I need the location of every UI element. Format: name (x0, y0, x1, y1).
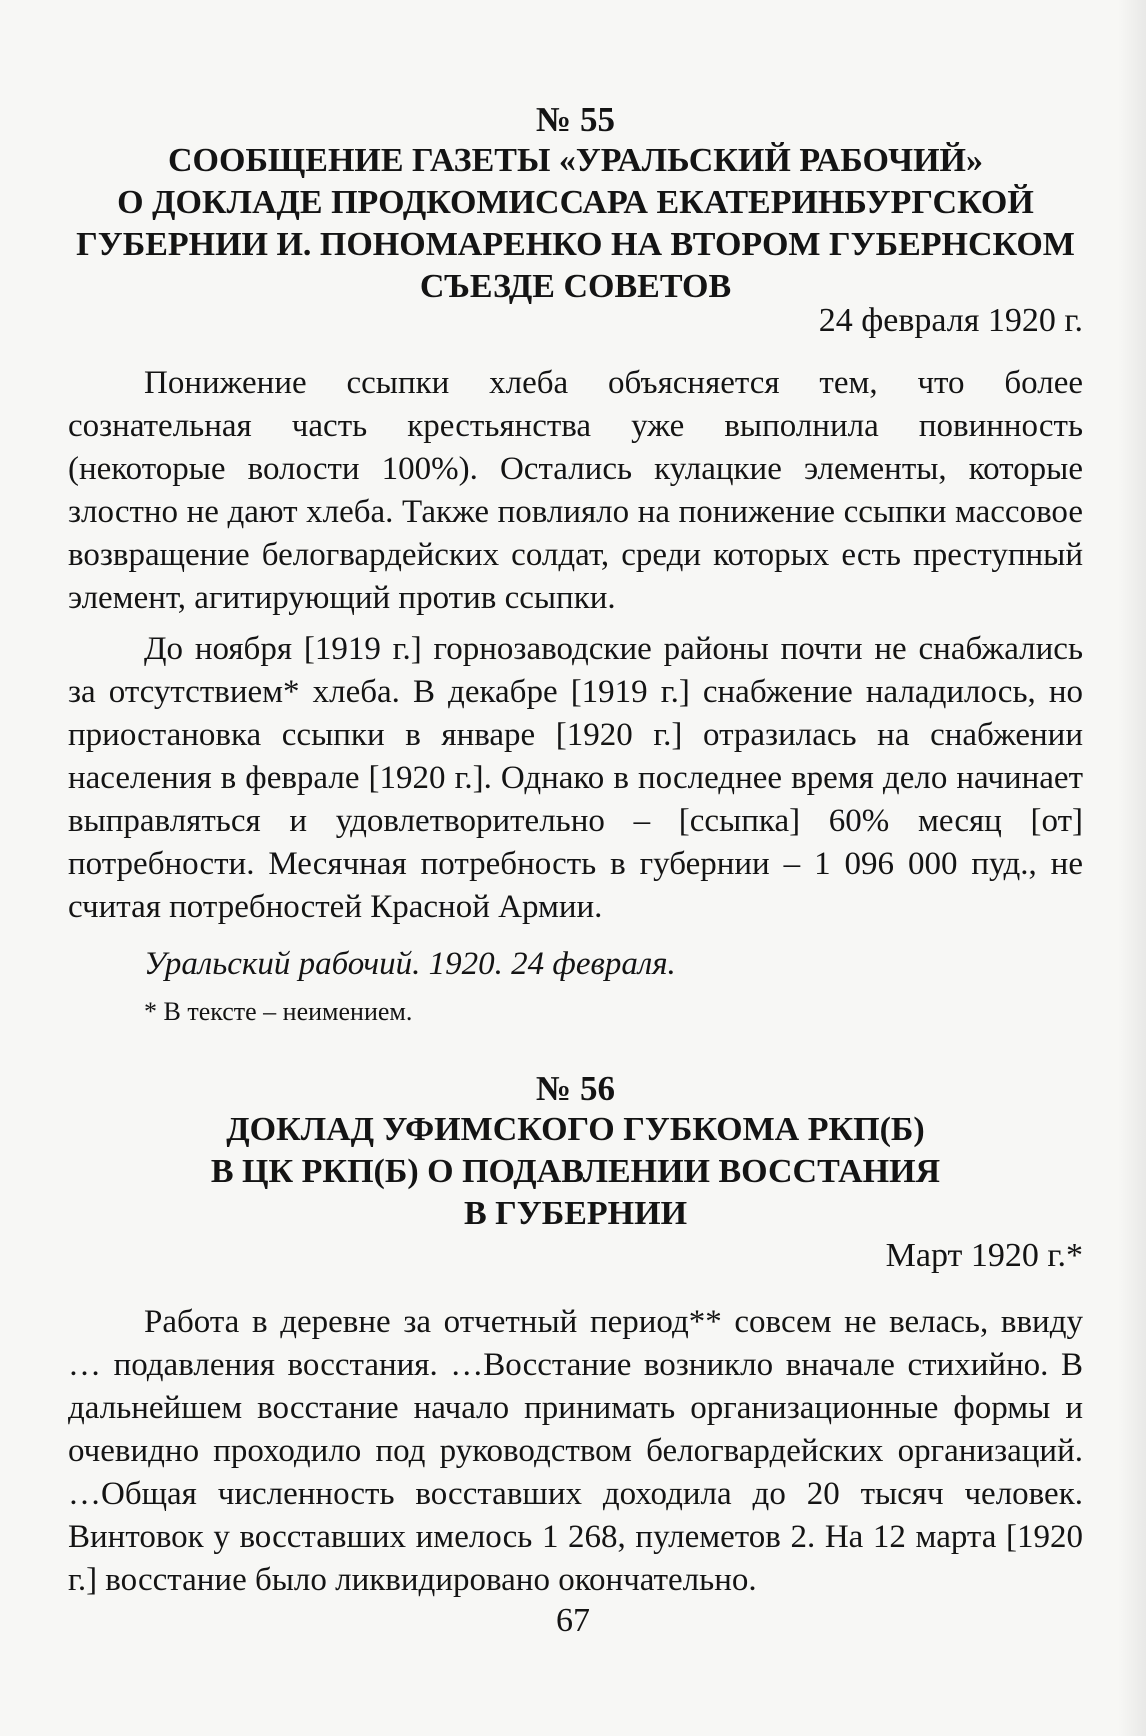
doc-55-date: 24 февраля 1920 г. (818, 302, 1083, 339)
document-56 (68, 1069, 1083, 1602)
page-content (68, 100, 1083, 1602)
document-55 (68, 100, 1083, 1029)
doc-56-title-line: В ГУБЕРНИИ (463, 1195, 688, 1232)
doc-56-number: № 56 (536, 1069, 615, 1108)
doc-55-title-line: ГУБЕРНИИ И. ПОНОМАРЕНКО НА ВТОРОМ ГУБЕРНСКОМ (76, 226, 1075, 263)
doc-55-title-line: СООБЩЕНИЕ ГАЗЕТЫ «УРАЛЬСКИЙ РАБОЧИЙ» (168, 142, 983, 179)
doc-56-title (68, 1109, 1083, 1235)
doc-56-date: Март 1920 г.* (885, 1237, 1083, 1274)
doc-55-title-line: СЪЕЗДЕ СОВЕТОВ (419, 268, 732, 305)
page-edge-shadow (1118, 0, 1146, 1736)
doc-55-paragraph: Понижение ссыпки хлеба объясняется тем, что более сознательная часть крестьянства уже выполнила повинность (некоторые волости 100%). Остались кулацкие элементы, которые злостно не дают хлеба. Также повлияло на понижение ссыпки массовое возвращение белогвардейских солдат, среди которых есть преступный элемент, агитирующий против ссыпки. (68, 365, 1083, 616)
doc-55-footnote: * В тексте – неимением. (144, 997, 413, 1026)
doc-55-source: Уральский рабочий. 1920. 24 февраля. (144, 946, 676, 982)
doc-55-number: № 55 (536, 100, 615, 139)
page-number: 67 (556, 1602, 590, 1639)
doc-55-paragraph: До ноября [1919 г.] горнозаводские районы почти не снабжались за отсутствием* хлеба. В декабре [1919 г.] снабжение наладилось, но приостановка ссыпки в январе [1920 г.] отразилась на снабжении населения в феврале [1920 г.]. Однако в последнее время дело начинает выправляться и удовлетворительно – [ссыпка] 60% месяц [от] потребности. Месячная потребность в губернии – 1 096 000 пуд., не считая потребностей Красной Армии. (68, 631, 1083, 925)
doc-56-title-line: ДОКЛАД УФИМСКОГО ГУБКОМА РКП(Б) (226, 1111, 925, 1148)
doc-56-title-line: В ЦК РКП(Б) О ПОДАВЛЕНИИ ВОССТАНИЯ (210, 1153, 941, 1190)
doc-55-title-line: О ДОКЛАДЕ ПРОДКОМИССАРА ЕКАТЕРИНБУРГСКОЙ (117, 184, 1034, 221)
doc-56-paragraph: Работа в деревне за отчетный период** совсем не велась, ввиду … подавления восстания. …Восстание возникло вначале стихийно. В дальнейшем восстание начало принимать организационные формы и очевидно проходило под руководством белогвардейских организаций. …Общая численность восставших доходила до 20 тысяч человек. Винтовок у восставших имелось 1 268, пулеметов 2. На 12 марта [1920 г.] восстание было ликвидировано окончательно. (68, 1304, 1083, 1598)
doc-55-title (68, 140, 1083, 308)
